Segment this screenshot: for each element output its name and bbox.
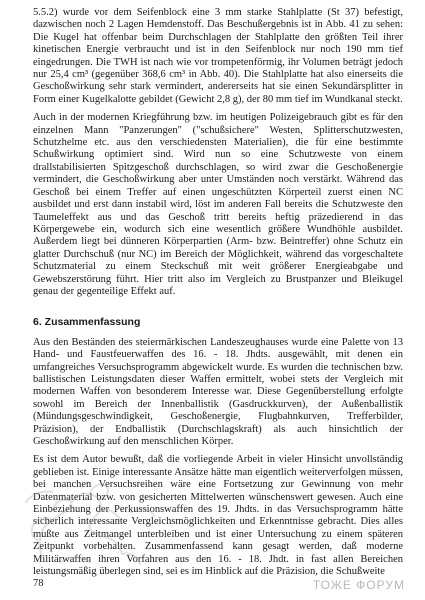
paragraph-4: Es ist dem Autor bewußt, daß die vorliegende Arbeit in vieler Hinsicht unvollständig geblieben ist. Einige interessante Ansätze hätte man eigentlich weiterverfolgen müssen, bei manchen Versuchsreihen wäre eine Fortsetzung zur Gewinnung von mehr Datenmaterial bzw. von gesicherten Mittelwerten wünschenswert gewesen. Auch eine Einbeziehung der Perkussionswaffen des 19. Jhdts. in das Versuchsprogramm hätte sicherlich interessante Vergleichsmöglichkeiten und Erkenntnisse gebracht. Dies alles mußte aus Zeitmangel unterbleiben und ist einer Untersuchung zu einem späteren Zeitpunkt vorbehalten. Zusammenfassend kann gesagt werden, daß moderne Militärwaffen ihren Vorfahren aus den 16. - 18. Jhdt. in fast allen Bereichen leistungsmäßig überlegen sind, sei es im Hinblick auf die Präzision, die Schußweite	[33, 454, 403, 578]
paragraph-1: 5.5.2) wurde vor dem Seifenblock eine 3 mm starke Stahlplatte (St 37) befestigt, dazwischen noch 2 Lagen Hemdenstoff. Das Beschußergebnis ist in Abb. 41 zu sehen: Die Kugel hat offenbar beim Durchschlagen der Stahlplatte den größten Teil ihrer kinetischen Energie verbraucht und ist in den Seifenblock nur noch 190 mm tief eingedrungen. Die TWH ist nach wie vor trompetenförmig, ihr Volumen beträgt jedoch nur 25,4 cm³ (gegenüber 368,6 cm³ in Abb. 40). Die Stahlplatte hat also einerseits die Geschoßwirkung sehr stark vermindert, andererseits hat sie einen Sekundärsplitter in Form einer Kugelkalotte gebildet (Gewicht 2,8 g), der 80 mm tief im Wundkanal steckt.	[33, 7, 403, 105]
paragraph-2: Auch in der modernen Kriegführung bzw. im heutigen Polizeigebrauch gibt es für den einzelnen Mann "Panzerungen" ("schußsichere" Westen, Splitterschutzwesten, Schutzhelme etc. aus den verschiedensten Materialien), die für eine bestimmte Schußwirkung optimiert sind. Wird nun so eine Schutzweste von einem drallstabilisierten Spitzgeschoß durchschlagen, so wird zwar die Geschoßenergie vermindert, die Geschoßwirkung aber unter Umständen noch verstärkt. Während das Geschoß bei einem Treffer auf einen ungeschützten Körperteil zuerst einen NC ausbildet und erst dann instabil wird, löst im anderen Fall bereits die Schutzweste den Taumeleffekt aus und das Geschoß tritt bereits heftig präzedierend in das Körpergewebe ein, wodurch sich eine wesentlich größere Wundhöhle ausbildet. Außerdem liegt bei dünneren Körperpartien (Arm- bzw. Beintreffer) ohne Schutz ein glatter Durchschuß (nur NC) im Bereich der Möglichkeit, während das vorgeschaltete Schutzmaterial zu einem Steckschuß mit weit größerer Energieabgabe und Gewebszerstörung führt. Hier tritt also im Vergleich zu Brustpanzer und Bleikugel genau der gegenteilige Effekt auf.	[33, 112, 403, 297]
section-heading: 6. Zusammenfassung	[33, 316, 141, 329]
heraldic-lion-watermark-icon	[12, 472, 162, 572]
paragraph-3: Aus den Beständen des steiermärkischen Landeszeughauses wurde eine Palette von 13 Hand- und Faustfeuerwaffen des 16. - 18. Jhdts. ausgewählt, mit denen ein umfangreiches Versuchsprogramm abgewickelt wurde. Es wurden die technischen bzw. ballistischen Leistungsdaten dieser Waffen ermittelt, wobei stets der Vergleich mit modernen Waffen von besonderem Interesse war. Diese Gegenüberstellung erfolgte sowohl im Bereich der Innenballistik (Gasdruckkurven), der Außenballistik (Mündungsgeschwindigkeit, Geschoßenergie, Flugbahnkurven, Trefferbilder, Präzision), der Endballistik (Durchschlagskraft) als auch hinsichtlich der Geschoßwirkung auf den menschlichen Körper.	[33, 336, 403, 447]
forum-watermark: ТОЖЕ ФОРУМ	[312, 578, 405, 592]
page-number: 78	[33, 578, 44, 589]
